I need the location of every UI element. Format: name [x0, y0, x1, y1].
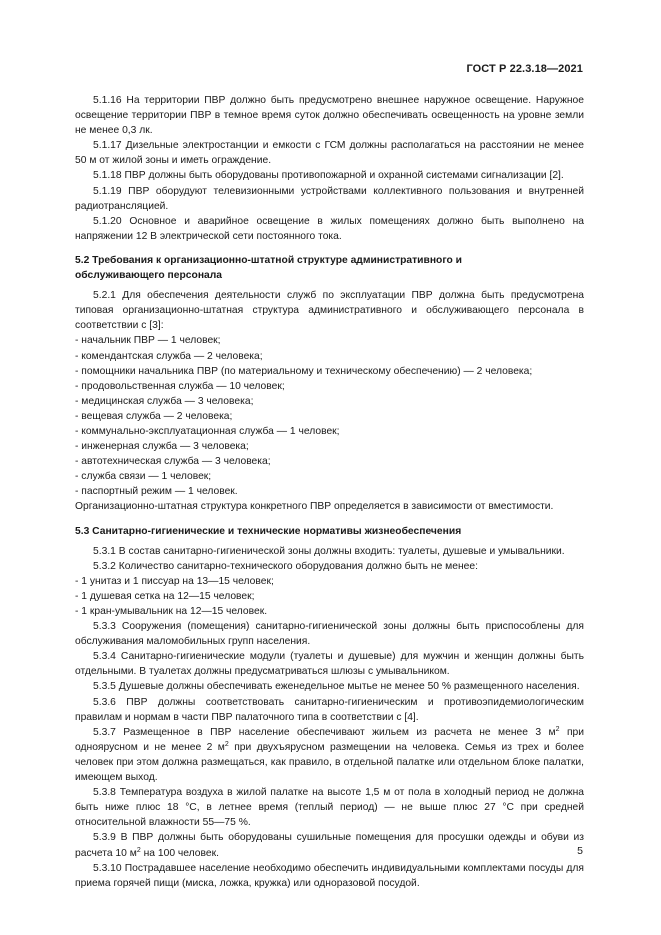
standard-header: ГОСТ Р 22.3.18—2021 [466, 63, 583, 75]
page-number: 5 [577, 845, 583, 857]
clause-5-3-1: 5.3.1 В состав санитарно-гигиенической зоны должны входить: туалеты, душевые и умывальники. [93, 545, 565, 557]
clause-5-3-7-part3: при двухъярусном размещении на человека. Семья из трех и более человек при этом должна размещаться, как правило, в отдельной палатке или отдельном блоке палатки, имеющем выход. [75, 741, 584, 784]
staff-list-item: - служба связи — 1 человек; [75, 471, 212, 483]
equipment-list-item: - 1 душевая сетка на 12—15 человек; [75, 590, 255, 602]
superscript-2: 2 [224, 740, 229, 748]
clause-5-3-9-part1: 5.3.9 В ПВР должны быть оборудованы сушильные помещения для просушки одежды и обуви из расчета 10 м [75, 832, 584, 859]
clause-5-3-6: 5.3.6 ПВР должны соответствовать санитарно-гигиеническим и противоэпидемиологическим правилам и нормам в части ПВР палаточного типа в соответствии с [4]. [75, 696, 584, 723]
staff-list-item: - инженерная служба — 3 человека; [75, 441, 249, 453]
document-body [75, 93, 584, 891]
staff-list-item: - продовольственная служба — 10 человек; [75, 380, 285, 392]
staff-list-item: - коммунально-эксплуатационная служба — 1 человек; [75, 425, 340, 437]
section-5-3-heading: 5.3 Санитарно-гигиенические и технические нормативы жизнеобеспечения [75, 525, 462, 537]
clause-5-3-10: 5.3.10 Пострадавшее население необходимо обеспечить индивидуальными комплектами посуды для приема горячей пищи (миска, ложка, кружка) или одноразовой посудой. [75, 862, 584, 889]
clause-5-3-4: 5.3.4 Санитарно-гигиенические модули (туалеты и душевые) для мужчин и женщин должны быть отдельными. В туалетах должны предусматриваться шлюзы с умывальником. [75, 651, 584, 678]
staff-list-item: - вещевая служба — 2 человека; [75, 410, 233, 422]
superscript-2: 2 [555, 725, 560, 733]
clause-5-2-1: 5.2.1 Для обеспечения деятельности служб по эксплуатации ПВР должна быть предусмотрена типовая организационно-штатная структура административного и обслуживающего персонала в соответствии с [3]: [75, 290, 584, 332]
clause-5-3-2: 5.3.2 Количество санитарно-технического оборудования должно быть не менее: [93, 560, 478, 572]
section-5-2-heading [75, 253, 584, 283]
clause-5-3-8: 5.3.8 Температура воздуха в жилой палатке на высоте 1,5 м от пола в холодный период не должна быть ниже плюс 18 °С, в летнее время (теплый период) — не выше плюс 27 °С при средней относительной влажности 55—75 %. [75, 787, 584, 829]
clause-5-1-20: 5.1.20 Основное и аварийное освещение в жилых помещениях должно быть выполнено на напряжении 12 В электрической сети постоянного тока. [75, 215, 584, 242]
section-5-2-heading-line1: 5.2 Требования к организационно-штатной структуре административного и [75, 254, 462, 266]
clause-5-3-9 [75, 830, 584, 860]
staff-structure-note: Организационно-штатная структура конкретного ПВР определяется в зависимости от вместимости. [75, 501, 554, 513]
staff-list-item: - начальник ПВР — 1 человек; [75, 335, 221, 347]
staff-list-item: - комендантская служба — 2 человека; [75, 350, 263, 362]
clause-5-1-16: 5.1.16 На территории ПВР должно быть предусмотрено внешнее наружное освещение. Наружное освещение территории ПВР в темное время суток должно обеспечивать освещенность на уровне земли не менее 0,3 лк. [75, 95, 584, 137]
clause-5-1-18: 5.1.18 ПВР должны быть оборудованы противопожарной и охранной системами сигнализации [2]. [93, 170, 564, 182]
clause-5-3-7-part1: 5.3.7 Размещенное в ПВР население обеспечивают жильем из расчета не менее 3 м [93, 726, 556, 738]
equipment-list-item: - 1 унитаз и 1 писсуар на 13—15 человек; [75, 575, 274, 587]
staff-list-item: - помощники начальника ПВР (по материальному и техническому обеспечению) — 2 человека; [75, 365, 533, 377]
equipment-list-item: - 1 кран-умывальник на 12—15 человек. [75, 606, 268, 617]
superscript-2: 2 [136, 846, 141, 854]
clause-5-3-7 [75, 725, 584, 785]
clause-5-3-7-part2: при одноярусном и не менее 2 м [75, 726, 584, 753]
clause-5-3-5: 5.3.5 Душевые должны обеспечивать еженедельное мытье не менее 50 % размещенного населения. [93, 681, 580, 693]
clause-5-3-3: 5.3.3 Сооружения (помещения) санитарно-гигиенической зоны должны быть приспособлены для обслуживания маломобильных групп населения. [75, 621, 584, 648]
clause-5-1-17: 5.1.17 Дизельные электростанции и емкости с ГСМ должны располагаться на расстоянии не менее 50 м от жилой зоны и иметь ограждение. [75, 140, 584, 167]
staff-list-item: - медицинская служба — 3 человека; [75, 395, 254, 407]
section-5-2-heading-line2: обслуживающего персонала [75, 270, 223, 282]
clause-5-3-9-part2: на 100 человек. [140, 847, 219, 859]
clause-5-1-19: 5.1.19 ПВР оборудуют телевизионными устройствами коллективного пользования и внутренней радиотрансляцией. [75, 185, 584, 212]
staff-list-item: - автотехническая служба — 3 человека; [75, 456, 271, 468]
staff-list-item: - паспортный режим — 1 человек. [75, 486, 238, 498]
